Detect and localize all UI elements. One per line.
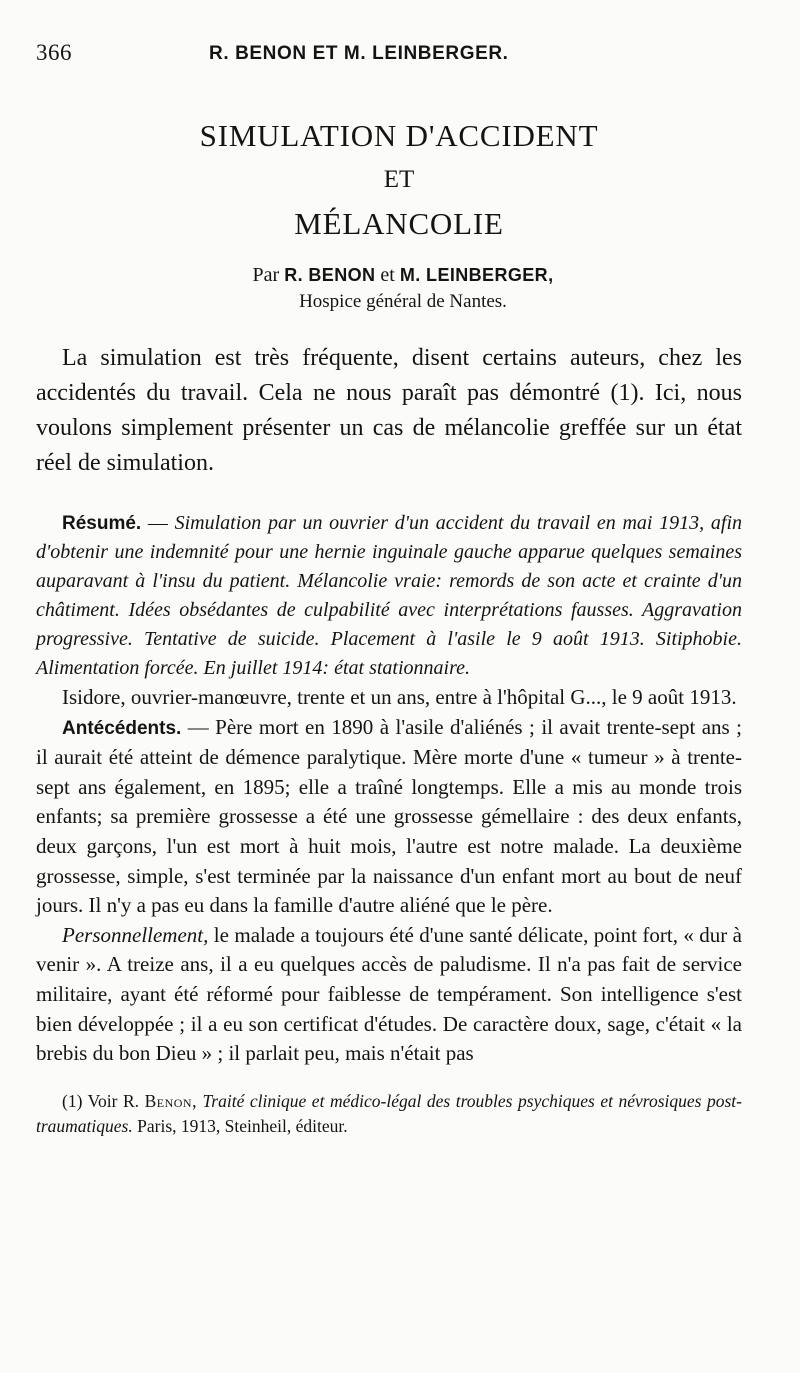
byline	[36, 264, 742, 287]
author-2: M. LEINBERGER,	[399, 265, 554, 285]
intro-paragraph: La simulation est très fréquente, disent certains auteurs, chez les accidentés du travail. Cela ne nous paraît pas démontré (1). Ici, nous voulons simplement présenter un cas de mélancolie greffée sur un état réel de simulation.	[36, 345, 742, 476]
summary-label: Résumé.	[62, 513, 142, 534]
running-title: R. BENON ET M. LEINBERGER.	[209, 43, 509, 64]
antecedents-paragraph	[36, 713, 742, 921]
footnote-title: Traité clinique et médico-légal des troubles psychiques et névrosiques post-traumatiques.	[36, 1090, 742, 1136]
title-line-2: ET	[383, 166, 415, 193]
page-number: 366	[36, 40, 72, 65]
antecedents-text: — Père mort en 1890 à l'asile d'aliénés ; il avait trente-sept ans ; il aurait été atteint de démence paralytique. Mère morte d'une « tumeur » à trente-sept ans également, en 1895; elle a traîné longtemps. Elle a mis au monde trois enfants; sa première grossesse a été une grossesse gémellaire : des deux enfants, deux garçons, l'un est mort à huit mois, l'autre est notre malade. La deuxième grossesse, simple, s'est terminée par la naissance d'un enfant mort au bout de neuf jours. Il n'y a pas eu dans la famille d'autre aliéné que le père.	[36, 714, 742, 918]
personal-lead: Personnellement,	[62, 922, 209, 947]
author-1: R. BENON	[284, 265, 376, 285]
title-line-3: MÉLANCOLIE	[294, 206, 504, 241]
personal-paragraph	[36, 921, 742, 1069]
footnote-author: Benon,	[144, 1090, 197, 1111]
personal-text: le malade a toujours été d'une santé délicate, point fort, « dur à venir ». A treize ans, il a eu quelques accès de paludisme. Il n'a pas fait de service militaire, ayant été réformé pour faiblesse de tempérament. Son intelligence s'est bien développée ; il a eu son certificat d'études. De caractère doux, sage, c'était « la brebis du bon Dieu » ; il parlait peu, mais n'était pas	[36, 922, 742, 1066]
running-head	[36, 40, 742, 74]
summary-paragraph	[36, 509, 742, 683]
footnote-rest: Paris, 1913, Steinheil, éditeur.	[132, 1115, 348, 1136]
article-title	[36, 114, 742, 246]
footnote	[36, 1089, 742, 1139]
byline-par: Par	[252, 264, 280, 286]
antecedents-label: Antécédents.	[62, 717, 182, 739]
footnote-mark: (1) Voir R.	[62, 1090, 140, 1111]
affiliation: Hospice général de Nantes.	[299, 291, 507, 312]
patient-paragraph: Isidore, ouvrier-manœuvre, trente et un ans, entre à l'hôpital G..., le 9 août 1913.	[62, 685, 737, 709]
summary-dash: —	[141, 512, 175, 534]
title-line-1: SIMULATION D'ACCIDENT	[199, 118, 599, 153]
summary-text: Simulation par un ouvrier d'un accident du travail en mai 1913, afin d'obtenir une indemnité pour une hernie inguinale gauche apparue quelques semaines auparavant à l'insu du patient. Mélancolie vraie: remords de son acte et crainte d'un châtiment. Idées obsédantes de culpabilité avec interprétations fausses. Aggravation progressive. Tentative de suicide. Placement à l'asile le 9 août 1913. Sitiphobie. Alimentation forcée. En juillet 1914: état stationnaire.	[36, 512, 743, 679]
byline-et: et	[380, 264, 395, 286]
